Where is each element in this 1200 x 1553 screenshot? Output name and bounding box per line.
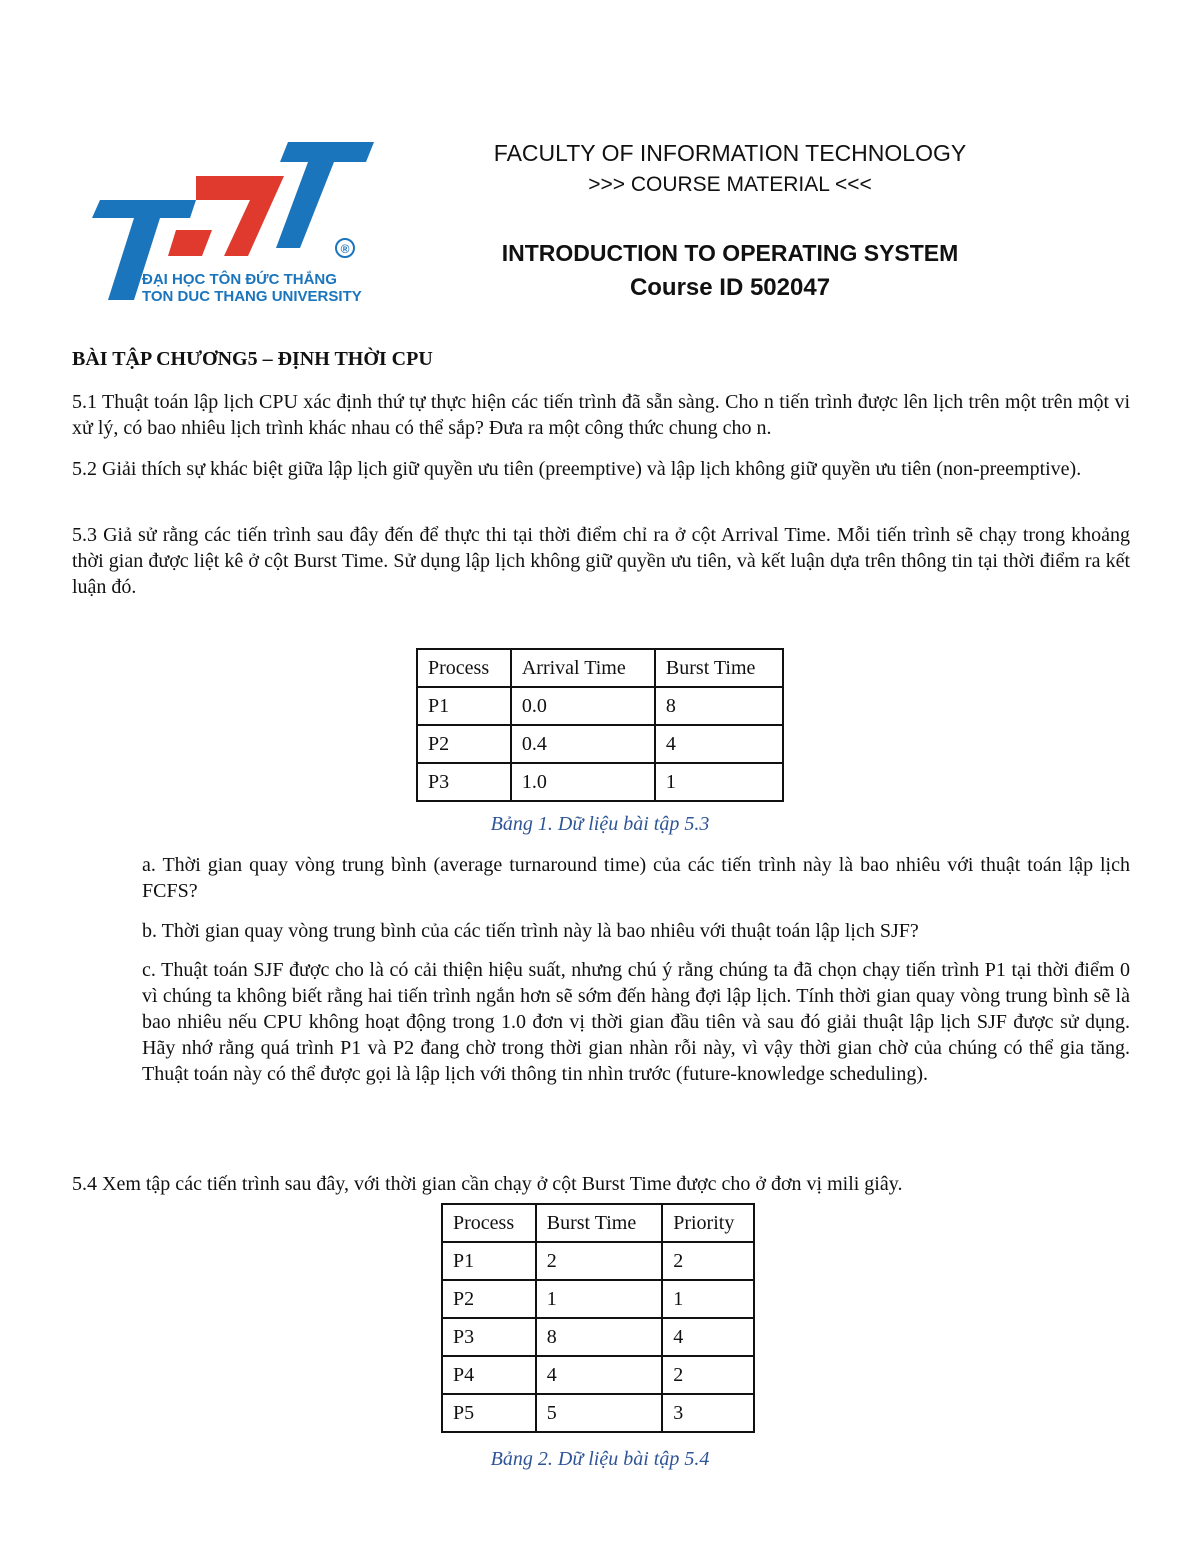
table-cell: 4	[662, 1318, 754, 1356]
logo-name-en: TON DUC THANG UNIVERSITY	[142, 288, 362, 305]
table-cell: 2	[662, 1356, 754, 1394]
table-header-row	[417, 649, 783, 687]
table-2-caption: Bảng 2. Dữ liệu bài tập 5.4	[490, 1448, 710, 1470]
table-row	[417, 763, 783, 801]
table-header-cell: Burst Time	[655, 649, 783, 687]
course-material-heading: >>> COURSE MATERIAL <<<	[588, 173, 872, 196]
course-title: INTRODUCTION TO OPERATING SYSTEM	[501, 240, 959, 266]
registered-mark: ®	[340, 242, 350, 256]
table-header-cell: Process	[442, 1204, 536, 1242]
table-cell: 2	[662, 1242, 754, 1280]
logo-name-vi: ĐẠI HỌC TÔN ĐỨC THẮNG	[142, 271, 337, 288]
course-id: Course ID 502047	[629, 274, 831, 301]
table-cell: P3	[442, 1318, 536, 1356]
table-cell: 3	[662, 1394, 754, 1432]
table-cell: 1.0	[511, 763, 655, 801]
table-exercise-5-3	[416, 648, 784, 802]
table-row	[442, 1394, 754, 1432]
table-cell: P1	[442, 1242, 536, 1280]
table-row	[442, 1318, 754, 1356]
table-cell: 5	[536, 1394, 662, 1432]
table-row	[442, 1356, 754, 1394]
table-cell: 2	[536, 1242, 662, 1280]
table-header-cell: Arrival Time	[511, 649, 655, 687]
table-cell: P4	[442, 1356, 536, 1394]
exercise-5-4: 5.4 Xem tập các tiến trình sau đây, với thời gian cần chạy ở cột Burst Time được cho ở đơn vị mili giây.	[72, 1173, 903, 1195]
exercise-5-3-a: a. Thời gian quay vòng trung bình (average turnaround time) của các tiến trình này là bao nhiêu với thuật toán lập lịch FCFS?	[142, 854, 1130, 902]
table-row	[417, 687, 783, 725]
table-cell: 1	[536, 1280, 662, 1318]
table-cell: 0.0	[511, 687, 655, 725]
table-exercise-5-4	[441, 1203, 755, 1433]
table-cell: 1	[655, 763, 783, 801]
table-cell: 0.4	[511, 725, 655, 763]
table-1-caption: Bảng 1. Dữ liệu bài tập 5.3	[490, 813, 710, 835]
table-cell: P3	[417, 763, 511, 801]
table-cell: 8	[536, 1318, 662, 1356]
table-cell: P5	[442, 1394, 536, 1432]
table-header-row	[442, 1204, 754, 1242]
table-cell: 1	[662, 1280, 754, 1318]
table-header-cell: Burst Time	[536, 1204, 662, 1242]
table-header-cell: Process	[417, 649, 511, 687]
exercise-5-3-b: b. Thời gian quay vòng trung bình của các tiến trình này là bao nhiêu với thuật toán lập lịch SJF?	[142, 920, 919, 942]
table-row	[417, 725, 783, 763]
table-cell: 8	[655, 687, 783, 725]
exercise-5-2: 5.2 Giải thích sự khác biệt giữa lập lịch giữ quyền ưu tiên (preemptive) và lập lịch không giữ quyền ưu tiên (non-preemptive).	[72, 458, 1082, 480]
table-cell: P1	[417, 687, 511, 725]
exercise-5-1: 5.1 Thuật toán lập lịch CPU xác định thứ tự thực hiện các tiến trình đã sẵn sàng. Cho n tiến trình được lên lịch trên một trên một vi xử lý, có bao nhiêu lịch trình khác nhau có thể sắp? Đưa ra một công thức chung cho n.	[72, 391, 1130, 439]
table-header-cell: Priority	[662, 1204, 754, 1242]
table-cell: P2	[417, 725, 511, 763]
table-cell: 4	[536, 1356, 662, 1394]
exercise-5-3-c: c. Thuật toán SJF được cho là có cải thiện hiệu suất, nhưng chú ý rằng chúng ta đã chọn chạy tiến trình P1 tại thời điểm 0 vì chúng ta không biết rằng hai tiến trình ngắn hơn sẽ sớm đến hàng đợi lập lịch. Tính thời gian quay vòng trung bình sẽ là bao nhiêu nếu CPU không hoạt động trong 1.0 đơn vị thời gian đầu tiên và sau đó giải thuật lập lịch SJF được sử dụng. Hãy nhớ rằng quá trình P1 và P2 đang chờ trong thời gian nhàn rỗi này, vì vậy thời gian chờ của chúng có thể gia tăng. Thuật toán này có thể được gọi là lập lịch với thông tin nhìn trước (future-knowledge scheduling).	[142, 959, 1130, 1085]
chapter-title: BÀI TẬP CHƯƠNG5 – ĐỊNH THỜI CPU	[72, 348, 433, 370]
table-cell: P2	[442, 1280, 536, 1318]
faculty-heading: FACULTY OF INFORMATION TECHNOLOGY	[493, 140, 967, 166]
exercise-5-3: 5.3 Giả sử rằng các tiến trình sau đây đến để thực thi tại thời điểm chỉ ra ở cột Arrival Time. Mỗi tiến trình sẽ chạy trong khoảng thời gian được liệt kê ở cột Burst Time. Sử dụng lập lịch không giữ quyền ưu tiên, và kết luận dựa trên thông tin tại thời điểm ra kết luận đó.	[72, 524, 1130, 598]
university-logo	[78, 138, 374, 308]
table-cell: 4	[655, 725, 783, 763]
table-row	[442, 1242, 754, 1280]
table-row	[442, 1280, 754, 1318]
tdt-logo-icon	[78, 138, 374, 308]
